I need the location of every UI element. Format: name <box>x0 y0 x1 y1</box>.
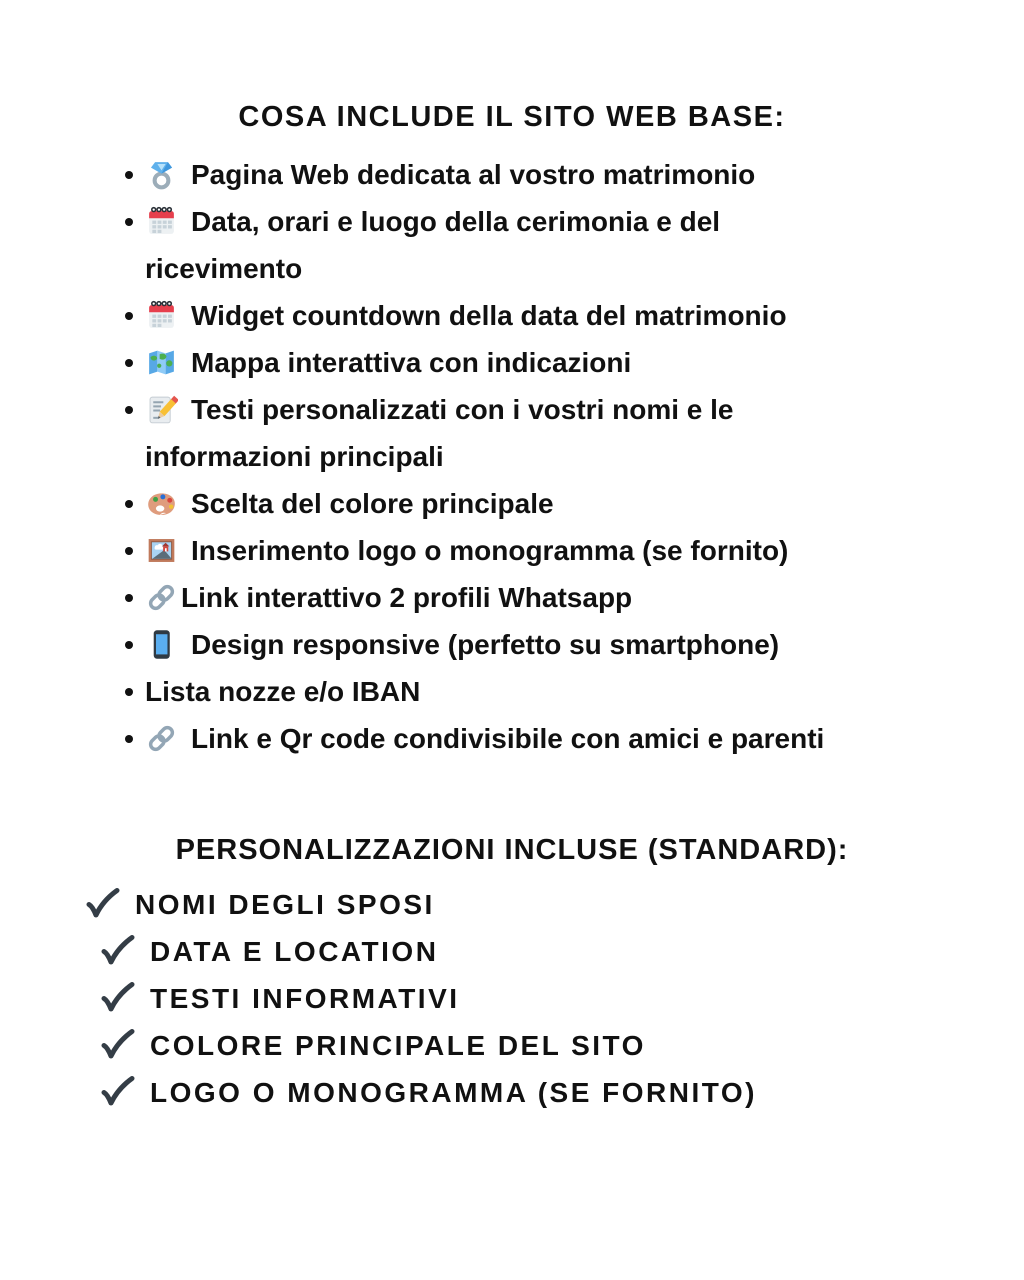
list-item <box>145 668 1005 715</box>
list-item-text: Inserimento logo o monogramma (se fornito) <box>191 535 789 566</box>
check-icon <box>99 934 137 968</box>
check-item <box>99 1069 1024 1116</box>
check-icon <box>99 981 137 1015</box>
bullet-dot <box>125 359 133 367</box>
check-icon <box>99 1075 137 1109</box>
check-item-text: TESTI INFORMATIVI <box>150 983 460 1014</box>
link-icon <box>145 722 178 755</box>
included-list <box>145 151 1005 762</box>
check-item-text: NOMI DEGLI SPOSI <box>135 889 435 920</box>
list-item-text: Mappa interattiva con indicazioni <box>191 347 632 378</box>
check-item-text: COLORE PRINCIPALE DEL SITO <box>150 1030 646 1061</box>
list-item-text: Link e Qr code condivisibile con amici e parenti <box>191 723 825 754</box>
calendar-icon <box>145 299 178 332</box>
list-item-text: Link interattivo 2 profili Whatsapp <box>181 582 633 613</box>
bullet-dot <box>125 312 133 320</box>
list-item-text: Pagina Web dedicata al vostro matrimonio <box>191 159 756 190</box>
check-item-text: LOGO O MONOGRAMMA (SE FORNITO) <box>150 1077 757 1108</box>
bullet-dot <box>125 171 133 179</box>
check-item <box>99 975 1024 1022</box>
list-item <box>145 339 1005 386</box>
check-icon <box>99 1028 137 1062</box>
check-item <box>99 1022 1024 1069</box>
check-item-text: DATA E LOCATION <box>150 936 439 967</box>
list-item <box>145 480 1005 527</box>
framed-picture-icon <box>145 534 178 567</box>
bullet-dot <box>125 735 133 743</box>
list-item-text: Widget countdown della data del matrimonio <box>191 300 787 331</box>
list-item-text: ricevimento <box>145 253 303 284</box>
ring-icon <box>145 158 178 191</box>
included-section-title: COSA INCLUDE IL SITO WEB BASE: <box>238 101 786 133</box>
list-item <box>145 292 1005 339</box>
bullet-dot <box>125 641 133 649</box>
list-item <box>145 715 1005 762</box>
list-item-text: Scelta del colore principale <box>191 488 554 519</box>
bullet-dot <box>125 500 133 508</box>
check-icon <box>84 887 122 921</box>
list-item-text: Lista nozze e/o IBAN <box>145 676 421 707</box>
bullet-dot <box>125 547 133 555</box>
personalization-section-title: PERSONALIZZAZIONI INCLUSE (STANDARD): <box>175 834 849 866</box>
list-item <box>145 198 1005 292</box>
map-icon <box>145 346 178 379</box>
list-item-text: informazioni principali <box>145 441 444 472</box>
list-item-text: Design responsive (perfetto su smartphone) <box>191 629 780 660</box>
bullet-dot <box>125 218 133 226</box>
list-item <box>145 386 1005 480</box>
smartphone-icon <box>145 628 178 661</box>
list-item <box>145 621 1005 668</box>
list-item <box>145 527 1005 574</box>
check-item <box>84 881 1024 928</box>
personalization-list <box>84 881 1024 1116</box>
calendar-icon <box>145 205 178 238</box>
list-item <box>145 574 1005 621</box>
list-item-text: Testi personalizzati con i vostri nomi e le <box>191 394 734 425</box>
bullet-dot <box>125 406 133 414</box>
palette-icon <box>145 487 178 520</box>
bullet-dot <box>125 688 133 696</box>
check-item <box>99 928 1024 975</box>
memo-icon <box>145 393 178 426</box>
list-item <box>145 151 1005 198</box>
list-item-text: Data, orari e luogo della cerimonia e del <box>191 206 721 237</box>
bullet-dot <box>125 594 133 602</box>
link-icon <box>145 581 178 614</box>
